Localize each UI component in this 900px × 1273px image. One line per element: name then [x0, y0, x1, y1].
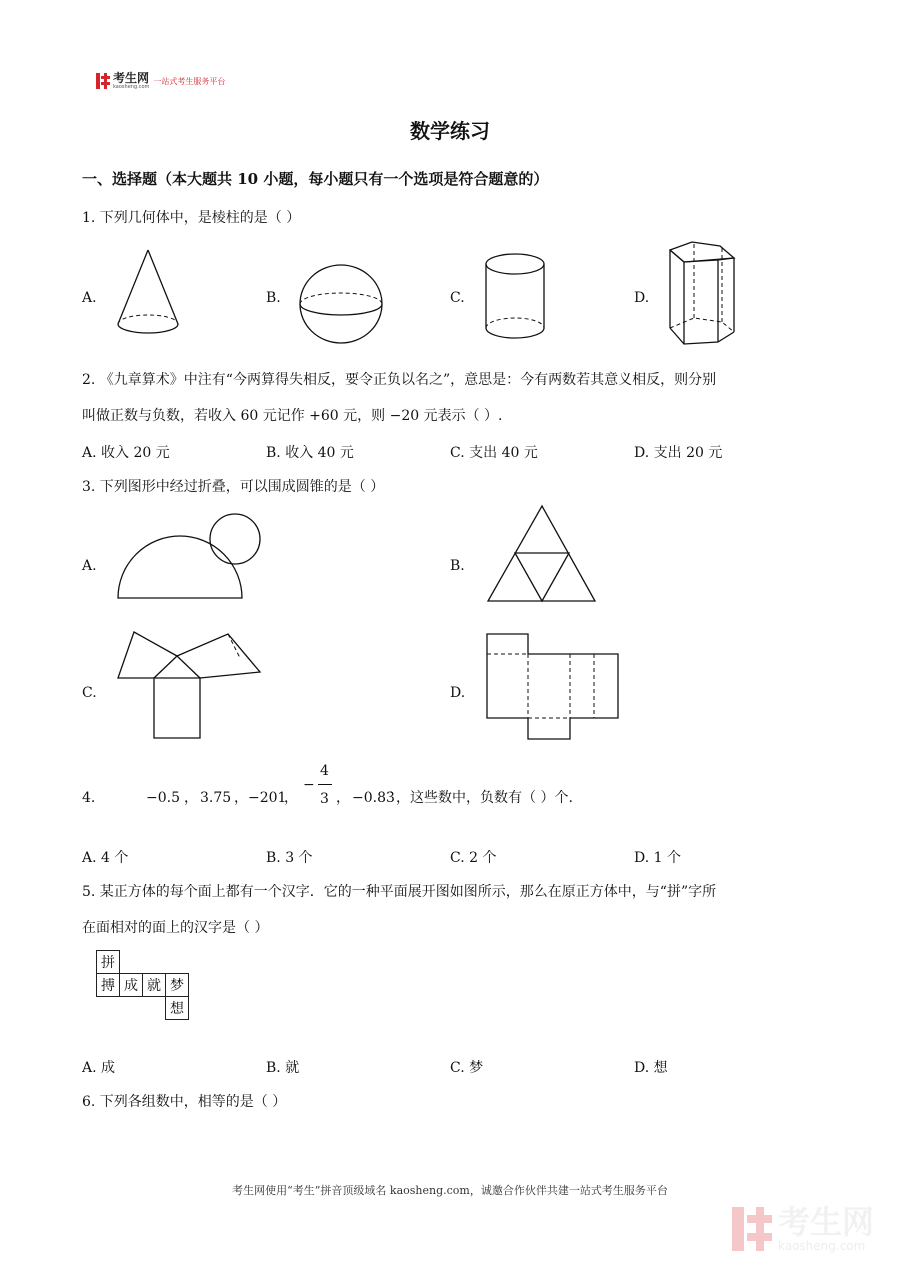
q2-stem-line2: 叫做正数与负数，若收入 60 元记作 +60 元，则 −20 元表示（ ）.: [82, 408, 503, 424]
q4-sep-1: ，: [184, 790, 198, 806]
q4-number: 4.: [82, 790, 96, 806]
q4-sep-4: ，: [336, 790, 350, 806]
q5-stem-line1: 5. 某正方体的每个面上都有一个汉字．它的一种平面展开图如图所示，那么在原正方体中，与“拼”字所: [82, 884, 717, 900]
prism-net-figure: [484, 632, 620, 744]
q5-option-c: C. 梦: [450, 1060, 484, 1076]
q2-stem-line1: 2. 《九章算术》中注有“今两算得失相反，要令正负以名之”，意思是：今有两数若其意义相反，则分别: [82, 372, 717, 388]
q2-option-d: D. 支出 20 元: [634, 445, 723, 461]
net-cell-meng: 梦: [166, 974, 189, 997]
q4-option-a: A. 4 个: [82, 850, 129, 866]
q4-value-5: −0.83̇: [352, 790, 395, 806]
logo-mark-icon: [96, 73, 110, 89]
cylinder-figure: [483, 250, 549, 344]
q1-option-c: C.: [450, 290, 465, 306]
q5-option-a: A. 成: [82, 1060, 116, 1076]
pyramid-net-figure: [114, 630, 274, 742]
page-footer: 考生网使用“考生”拼音顶级域名 kaosheng.com，诚邀合作伙伴共建一站式考生服务平台: [232, 1184, 668, 1197]
cube-net-table: [96, 950, 189, 1020]
q4-option-c: C. 2 个: [450, 850, 497, 866]
net-cell-jiu: 就: [143, 974, 166, 997]
sphere-figure: [297, 262, 387, 346]
triangle-net-figure: [486, 504, 598, 604]
page-title: 数学练习: [410, 119, 490, 143]
site-logo: [96, 72, 225, 90]
q2-option-b: B. 收入 40 元: [266, 445, 354, 461]
q4-tail: ，这些数中，负数有（ ）个.: [396, 790, 573, 806]
watermark-logo: [732, 1205, 874, 1253]
q1-option-b: B.: [266, 290, 281, 306]
cone-figure: [112, 248, 184, 336]
section-heading: 一、选择题（本大题共 10 小题，每小题只有一个选项是符合题意的）: [82, 170, 549, 188]
watermark-mark-icon: [732, 1207, 772, 1251]
q4-value-3: −201: [248, 790, 287, 806]
q2-option-a: A. 收入 20 元: [82, 445, 170, 461]
q4-option-b: B. 3 个: [266, 850, 313, 866]
logo-domain: kaosheng.com: [113, 84, 150, 90]
q3-option-b: B.: [450, 558, 465, 574]
net-cell-xiang: 想: [166, 997, 189, 1020]
q3-stem: 3. 下列图形中经过折叠，可以围成圆锥的是（ ）: [82, 479, 385, 495]
net-cell-cheng: 成: [120, 974, 143, 997]
q4-fraction-bar: [318, 784, 332, 785]
logo-name: 考生网: [113, 71, 150, 85]
q4-value-2: 3.75: [200, 790, 232, 806]
q5-option-d: D. 想: [634, 1060, 668, 1076]
q3-option-d: D.: [450, 685, 466, 701]
q5-option-b: B. 就: [266, 1060, 300, 1076]
q3-option-a: A.: [82, 558, 97, 574]
q4-option-d: D. 1 个: [634, 850, 681, 866]
q5-stem-line2: 在面相对的面上的汉字是（ ）: [82, 920, 269, 936]
watermark-name: 考生网: [777, 1203, 874, 1241]
q4-fraction-denominator: 3: [320, 791, 329, 807]
semicircle-circle-net-figure: [114, 512, 274, 602]
logo-slogan: 一站式考生服务平台: [153, 76, 226, 86]
watermark-domain: kaosheng.com: [777, 1239, 866, 1253]
q4-value-1: −0.5: [146, 790, 180, 806]
q2-option-c: C. 支出 40 元: [450, 445, 538, 461]
net-cell-bo: 搏: [97, 974, 120, 997]
net-cell-pin: 拼: [97, 951, 120, 974]
q1-option-d: D.: [634, 290, 650, 306]
pentagonal-prism-figure: [664, 238, 740, 348]
q4-sep-3: ，: [284, 790, 298, 806]
q6-stem: 6. 下列各组数中，相等的是（ ）: [82, 1094, 287, 1110]
q4-sep-2: ，: [234, 790, 248, 806]
q3-option-c: C.: [82, 685, 97, 701]
q1-option-a: A.: [82, 290, 97, 306]
q4-fraction-numerator: 4: [320, 763, 329, 779]
q4-fraction-sign: −: [303, 777, 315, 793]
q1-stem: 1. 下列几何体中，是棱柱的是（ ）: [82, 210, 301, 226]
